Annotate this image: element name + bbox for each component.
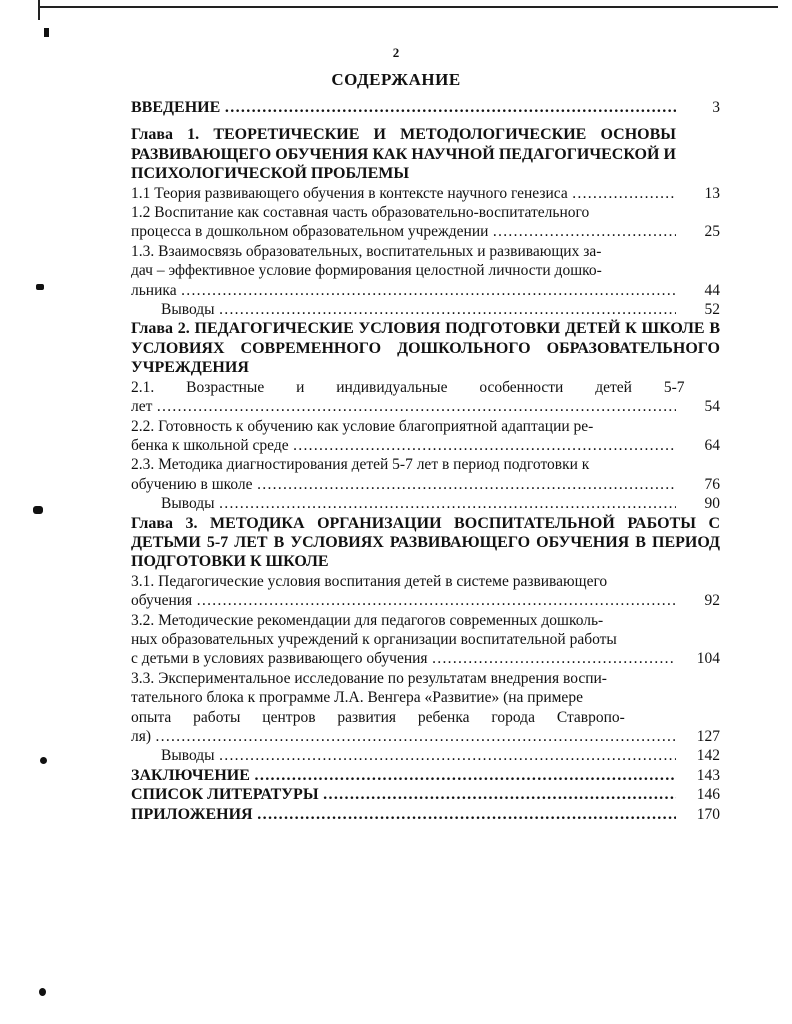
toc-page: 3 xyxy=(712,99,720,116)
chapter-1-heading: Глава 1. ТЕОРЕТИЧЕСКИЕ И МЕТОДОЛОГИЧЕСКИЕ ОСНОВЫ РАЗВИВАЮЩЕГО ОБУЧЕНИЯ КАК НАУЧНОЙ ПЕДАГОГИЧЕСКОЙ И ПСИХОЛОГИЧЕСКОЙ ПРОБЛЕМЫ xyxy=(131,126,676,183)
chapter-2-heading: Глава 2. ПЕДАГОГИЧЕСКИЕ УСЛОВИЯ ПОДГОТОВКИ ДЕТЕЙ К ШКОЛЕ В УСЛОВИЯХ СОВРЕМЕННОГО ДОШКОЛЬНОГО ОБРАЗОВАТЕЛЬНОГО УЧРЕЖДЕНИЯ xyxy=(131,320,720,377)
scan-top-border xyxy=(38,6,778,8)
toc-entry-1-conclusions: Выводы ……………………………………………………………………………………………………………………………………… 52 xyxy=(131,300,720,319)
page-title: СОДЕРЖАНИЕ xyxy=(331,70,461,89)
table-of-contents xyxy=(131,98,720,824)
toc-entry-1-2: 1.2 Воспитание как составная часть образовательно-воспитательного процесса в дошкольном образовательном учреждении ……………………………………………………………………………………………………………………………………… 25 xyxy=(131,203,720,242)
toc-entry-2-conclusions: Выводы ……………………………………………………………………………………………………………………………………… 90 xyxy=(131,494,720,513)
toc-entry-2-3: 2.3. Методика диагностирования детей 5-7 лет в период подготовки к обучению в школе ……………………………………………………………………………………………………………………………………… 76 xyxy=(131,455,720,494)
toc-entry-1-3: 1.3. Взаимосвязь образовательных, воспитательных и развивающих за- дач – эффективное условие формирования целостной личности дошко- льника ……………………………………………………………………………………………………………………………………… 44 xyxy=(131,242,720,300)
toc-entry-3-1: 3.1. Педагогические условия воспитания детей в системе развивающего обучения ……………………………………………………………………………………………………………………………………… 92 xyxy=(131,572,720,611)
page-number: 2 xyxy=(392,45,400,60)
scan-artifact-mark xyxy=(44,28,49,37)
toc-entry-appendices: ПРИЛОЖЕНИЯ ……………………………………………………………………………………………………………………………………… 170 xyxy=(131,805,720,824)
chapter-3-heading: Глава 3. МЕТОДИКА ОРГАНИЗАЦИИ ВОСПИТАТЕЛЬНОЙ РАБОТЫ С ДЕТЬМИ 5-7 ЛЕТ В УСЛОВИЯХ РАЗВИВАЮЩЕГО ОБУЧЕНИЯ В ПЕРИОД ПОДГОТОВКИ К ШКОЛЕ xyxy=(131,514,720,571)
scan-left-border xyxy=(38,0,40,20)
scan-artifact-mark xyxy=(33,506,43,514)
toc-entry-intro xyxy=(131,98,720,117)
scan-artifact-mark xyxy=(36,284,44,290)
toc-entry-1-1: 1.1 Теория развивающего обучения в контексте научного генезиса ……………………………………………………………………………………………………………………………………… 13 xyxy=(131,184,720,203)
toc-label: ВВЕДЕНИЕ ……………………………………………………………………………………………………………………………………… xyxy=(131,98,676,117)
toc-entry-3-3: 3.3. Экспериментальное исследование по результатам внедрения воспи- тательного блока к программе Л.А. Венгера «Развитие» (на примере опыта работы центров развития ребенка города Ставропо- ля) ……………………………………………………………………………………………………………………………………… 127 xyxy=(131,669,720,747)
toc-entry-2-1: 2.1. Возрастные и индивидуальные особенности детей 5-7 лет ……………………………………………………………………………………………………………………………………… 54 xyxy=(131,378,720,417)
scan-artifact-mark xyxy=(40,757,47,764)
toc-entry-3-conclusions: Выводы ……………………………………………………………………………………………………………………………………… 142 xyxy=(131,746,720,765)
toc-entry-references: СПИСОК ЛИТЕРАТУРЫ ……………………………………………………………………………………………………………………………………… 146 xyxy=(131,785,720,804)
toc-entry-conclusion: ЗАКЛЮЧЕНИЕ ……………………………………………………………………………………………………………………………………… 143 xyxy=(131,766,720,785)
scan-artifact-mark xyxy=(39,988,46,996)
toc-entry-2-2: 2.2. Готовность к обучению как условие благоприятной адаптации ре- бенка к школьной среде ……………………………………………………………………………………………………………………………………… 64 xyxy=(131,417,720,456)
toc-entry-3-2: 3.2. Методические рекомендации для педагогов современных дошколь- ных образовательных учреждений к организации воспитательной работы с детьми в условиях развивающего обучения ……………………………………………………………………………………………………………………………………… 104 xyxy=(131,611,720,669)
